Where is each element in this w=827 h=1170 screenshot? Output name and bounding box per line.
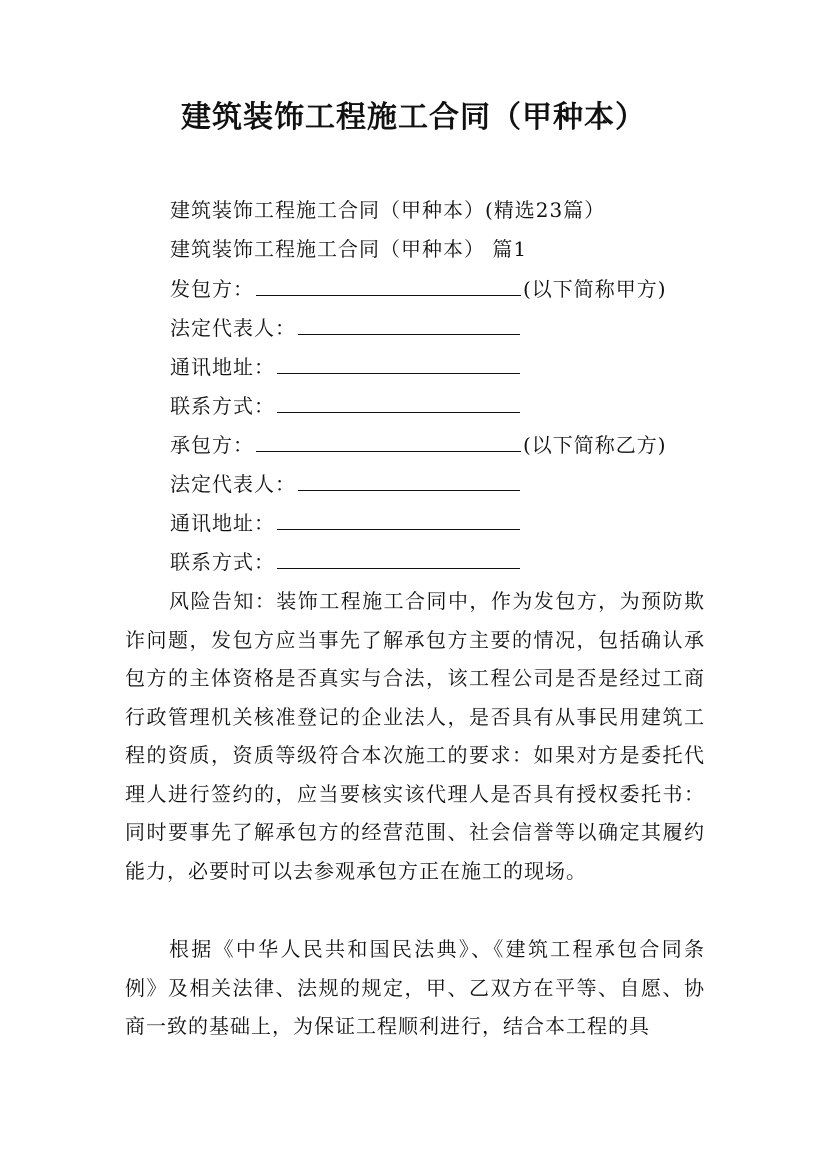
party-b-blank (256, 431, 521, 452)
party-b-contact-row (170, 548, 522, 575)
subtitle: 建筑装饰工程施工合同（甲种本）(精选23篇） (170, 198, 606, 222)
party-a-address-blank (277, 353, 520, 374)
party-a-address-row (170, 353, 522, 380)
party-b-rep-blank (298, 470, 520, 491)
party-a-suffix: (以下简称甲方) (523, 277, 667, 301)
party-a-row (170, 275, 667, 302)
party-b-address-label: 通讯地址： (170, 511, 275, 535)
party-a-rep-row (170, 314, 522, 341)
party-a-contact-label: 联系方式： (170, 394, 275, 418)
party-b-label: 承包方： (170, 433, 254, 457)
party-b-suffix: (以下简称乙方) (523, 433, 667, 457)
party-b-rep-row (170, 470, 522, 497)
party-b-address-row (170, 509, 522, 536)
party-a-blank (256, 275, 521, 296)
party-a-contact-blank (277, 392, 520, 413)
party-b-address-blank (277, 509, 520, 530)
risk-notice-paragraph: 风险告知：装饰工程施工合同中，作为发包方，为预防欺诈问题，发包方应当事先了解承包方主要的情况，包括确认承包方的主体资格是否真实与合法，该工程公司是否是经过工商行政管理机关核准登记的企业法人，是否具有从事民用建筑工程的资质，资质等级符合本次施工的要求：如果对方是委托代理人进行签约的，应当要核实该代理人是否具有授权委托书：同时要事先了解承包方的经营范围、社会信誉等以确定其履约能力，必要时可以去参观承包方正在施工的现场。 (125, 589, 705, 883)
party-b-contact-blank (277, 548, 520, 569)
party-b-contact-label: 联系方式： (170, 550, 275, 574)
party-a-rep-blank (298, 314, 520, 335)
document-title: 建筑装饰工程施工合同（甲种本） (181, 100, 646, 135)
party-a-rep-label: 法定代表人： (170, 316, 296, 340)
party-a-contact-row (170, 392, 522, 419)
party-b-rep-label: 法定代表人： (170, 472, 296, 496)
party-a-address-label: 通讯地址： (170, 355, 275, 379)
article-heading: 建筑装饰工程施工合同（甲种本） 篇1 (170, 237, 528, 261)
party-b-row (170, 431, 667, 458)
party-a-label: 发包方： (170, 277, 254, 301)
legal-basis-paragraph: 根据《中华人民共和国民法典》、《建筑工程承包合同条例》及相关法律、法规的规定，甲、乙双方在平等、自愿、协商一致的基础上，为保证工程顺利进行，结合本工程的具 (125, 937, 705, 1038)
